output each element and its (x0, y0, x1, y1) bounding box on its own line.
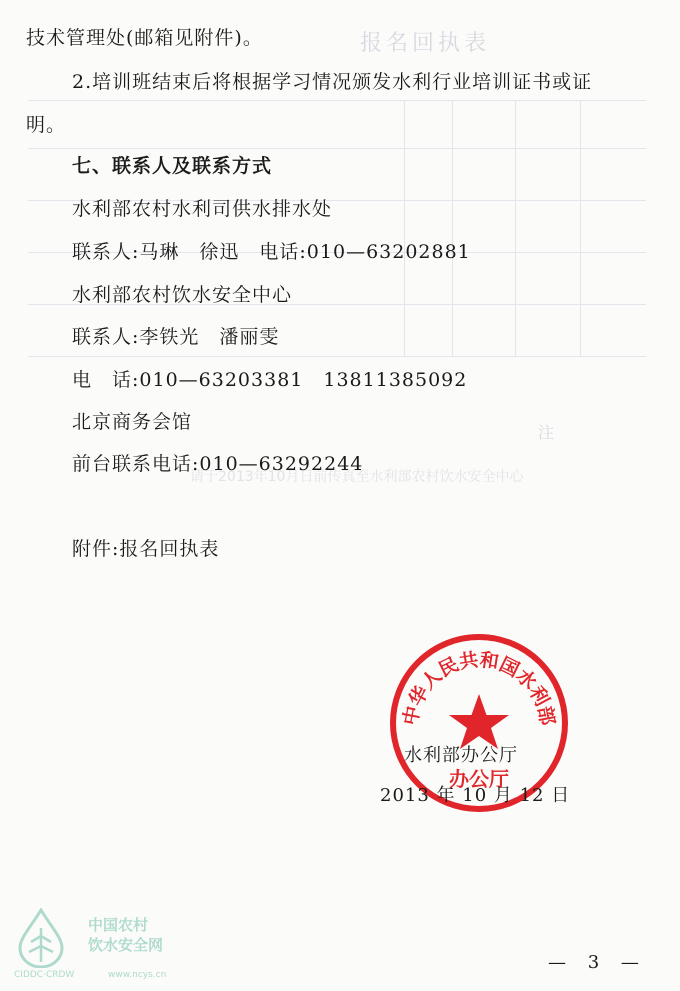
bleed-note-prefix: 注 (538, 423, 555, 442)
body-line-2: 2.培训班结束后将根据学习情况颁发水利行业培训证书或证 (72, 71, 593, 93)
org1-name: 水利部农村水利司供水排水处 (72, 198, 333, 220)
bleed-title: 报名回执表 (360, 31, 491, 56)
bleed-table-col (515, 100, 516, 356)
watermark-title-2: 饮水安全网 (88, 936, 164, 954)
venue-name: 北京商务会馆 (72, 411, 193, 433)
issue-date: 2013 年 10 月 12 日 (380, 785, 571, 806)
seal-arc-path: 中华人民共和国水利部 (399, 648, 559, 728)
section-heading: 七、联系人及联系方式 (72, 155, 273, 177)
body-line-3: 明。 (26, 114, 67, 136)
watermark-url: www.ncys.cn (108, 970, 167, 980)
bleed-note: 请于2013年10月日前传真至水利部农村饮水安全中心 (190, 469, 524, 485)
venue-phone: 前台联系电话:010—63292244 (72, 453, 364, 475)
bleed-table-col (580, 100, 581, 356)
bleed-table-col (452, 100, 453, 356)
issuer-name: 水利部办公厅 (404, 745, 518, 766)
org2-contacts: 联系人:李铁光 潘丽雯 (72, 326, 280, 348)
org2-name: 水利部农村饮水安全中心 (72, 284, 293, 306)
watermark-abbr: CIDDC·CRDW (14, 970, 75, 980)
org1-contacts: 联系人:马琳 徐迅 电话:010—63202881 (72, 241, 471, 263)
bleed-table-top (28, 100, 646, 101)
seal-star (449, 694, 509, 749)
watermark-title-1: 中国农村 (88, 916, 149, 934)
page-number: — 3 — (548, 952, 647, 973)
org2-phone: 电 话:010—63203381 13811385092 (72, 369, 468, 391)
seal-bottom-text: 办公厅 (449, 767, 509, 791)
body-line-1: 技术管理处(邮箱见附件)。 (26, 27, 263, 49)
bleed-table-col (404, 100, 405, 356)
bleed-table-bottom (28, 356, 646, 357)
bleed-table-row (28, 148, 646, 149)
site-watermark (14, 908, 204, 983)
water-drop-logo-icon (14, 908, 68, 968)
attachment-note: 附件:报名回执表 (72, 538, 220, 560)
